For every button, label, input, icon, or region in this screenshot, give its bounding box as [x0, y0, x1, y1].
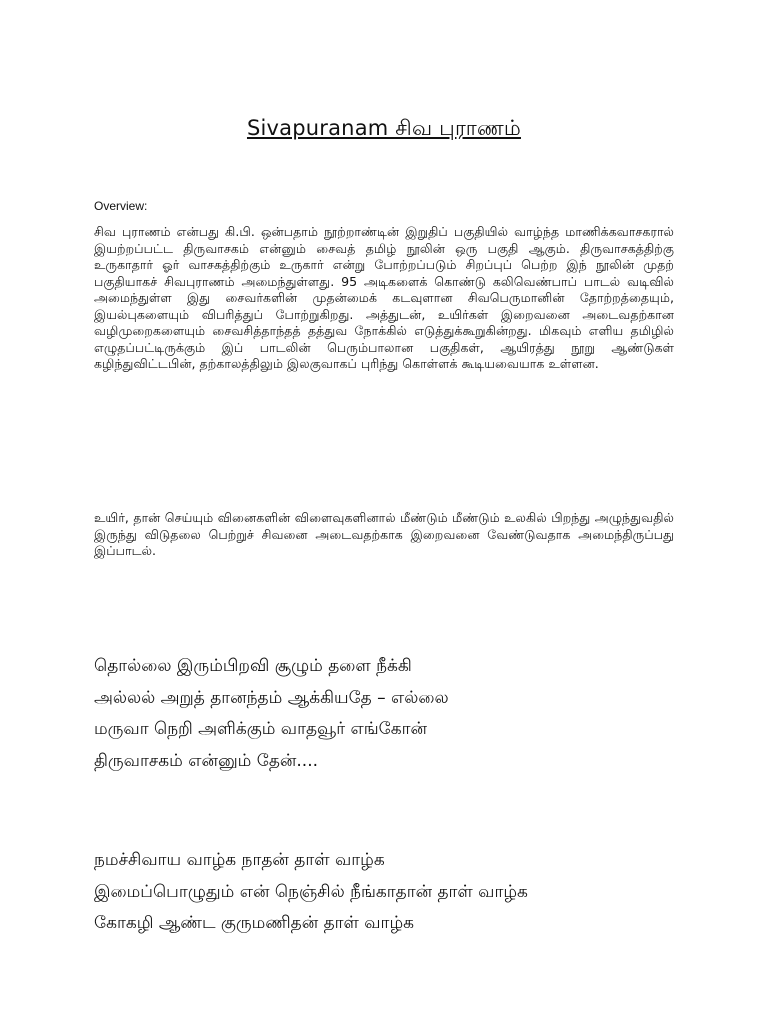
overview-paragraph: சிவ புராணம் என்பது கி.பி. ஒன்பதாம் நூற்றாண்டின் இறுதிப் பகுதியில் வாழ்ந்த மாணிக்கவாசகரால் இயற்றப்பட்ட திருவாசகம் என்னும் சைவத் தமிழ் நூலின் ஒரு பகுதி ஆகும். திருவாசகத்திற்கு உருகாதார் ஓர் வாசகத்திற்கும் உருகார் என்று போற்றப்படும் சிறப்புப் பெற்ற இந் நூலின் முதற் பகுதியாகச் சிவபுராணம் அமைந்துள்ளது. 95 அடிகளைக் கொண்டு கலிவெண்பாப் பாடல் வடிவில் அமைந்துள்ள இது சைவர்களின் முதன்மைக் கடவுளான சிவபெருமானின் தோற்றத்தையும், இயல்புகளையும் விபரித்துப் போற்றுகிறது. அத்துடன், உயிர்கள் இறைவனை அடைவதற்கான வழிமுறைகளையும் சைவசித்தாந்தத் தத்துவ நோக்கில் எடுத்துக்கூறுகின்றது. மிகவும் எளிய தமிழில் எழுதப்பட்டிருக்கும் இப் பாடலின் பெரும்பாலான பகுதிகள், ஆயிரத்து நூறு ஆண்டுகள் கழிந்துவிட்டபின், தற்காலத்திலும் இலகுவாகப் புரிந்து கொள்ளக் கூடியவையாக உள்ளன. — [94, 224, 674, 371]
verse-line: நமச்சிவாய வாழ்க நாதன் தாள் வாழ்க — [94, 850, 385, 870]
verse-line: மருவா நெறி அளிக்கும் வாதவூர் எங்கோன் — [94, 719, 427, 739]
verse-block-1 — [94, 651, 694, 777]
verse-line: அல்லல் அறுத் தானந்தம் ஆக்கியதே – எல்லை — [94, 687, 449, 708]
verse-block-2 — [94, 845, 694, 940]
page-title: Sivapuranam சிவ புராணம் — [246, 116, 521, 140]
overview-label: Overview: — [94, 199, 148, 213]
summary-paragraph: உயிர், தான் செய்யும் வினைகளின் விளைவுகளினால் மீண்டும் மீண்டும் உலகில் பிறந்து அழுந்துவதில் இருந்து விடுதலை பெற்றுச் சிவனை அடைவதற்காக இறைவனை வேண்டுவதாக அமைந்திருப்பது இப்பாடல். — [94, 510, 674, 558]
verse-line: தொல்லை இரும்பிறவி சூழும் தளை நீக்கி — [94, 656, 412, 676]
verse-line: இமைப்பொழுதும் என் நெஞ்சில் நீங்காதான் தாள் வாழ்க — [94, 881, 528, 902]
verse-line: திருவாசகம் என்னும் தேன்.... — [94, 750, 319, 771]
verse-line: கோகழி ஆண்ட குருமணிதன் தாள் வாழ்க — [94, 913, 414, 933]
